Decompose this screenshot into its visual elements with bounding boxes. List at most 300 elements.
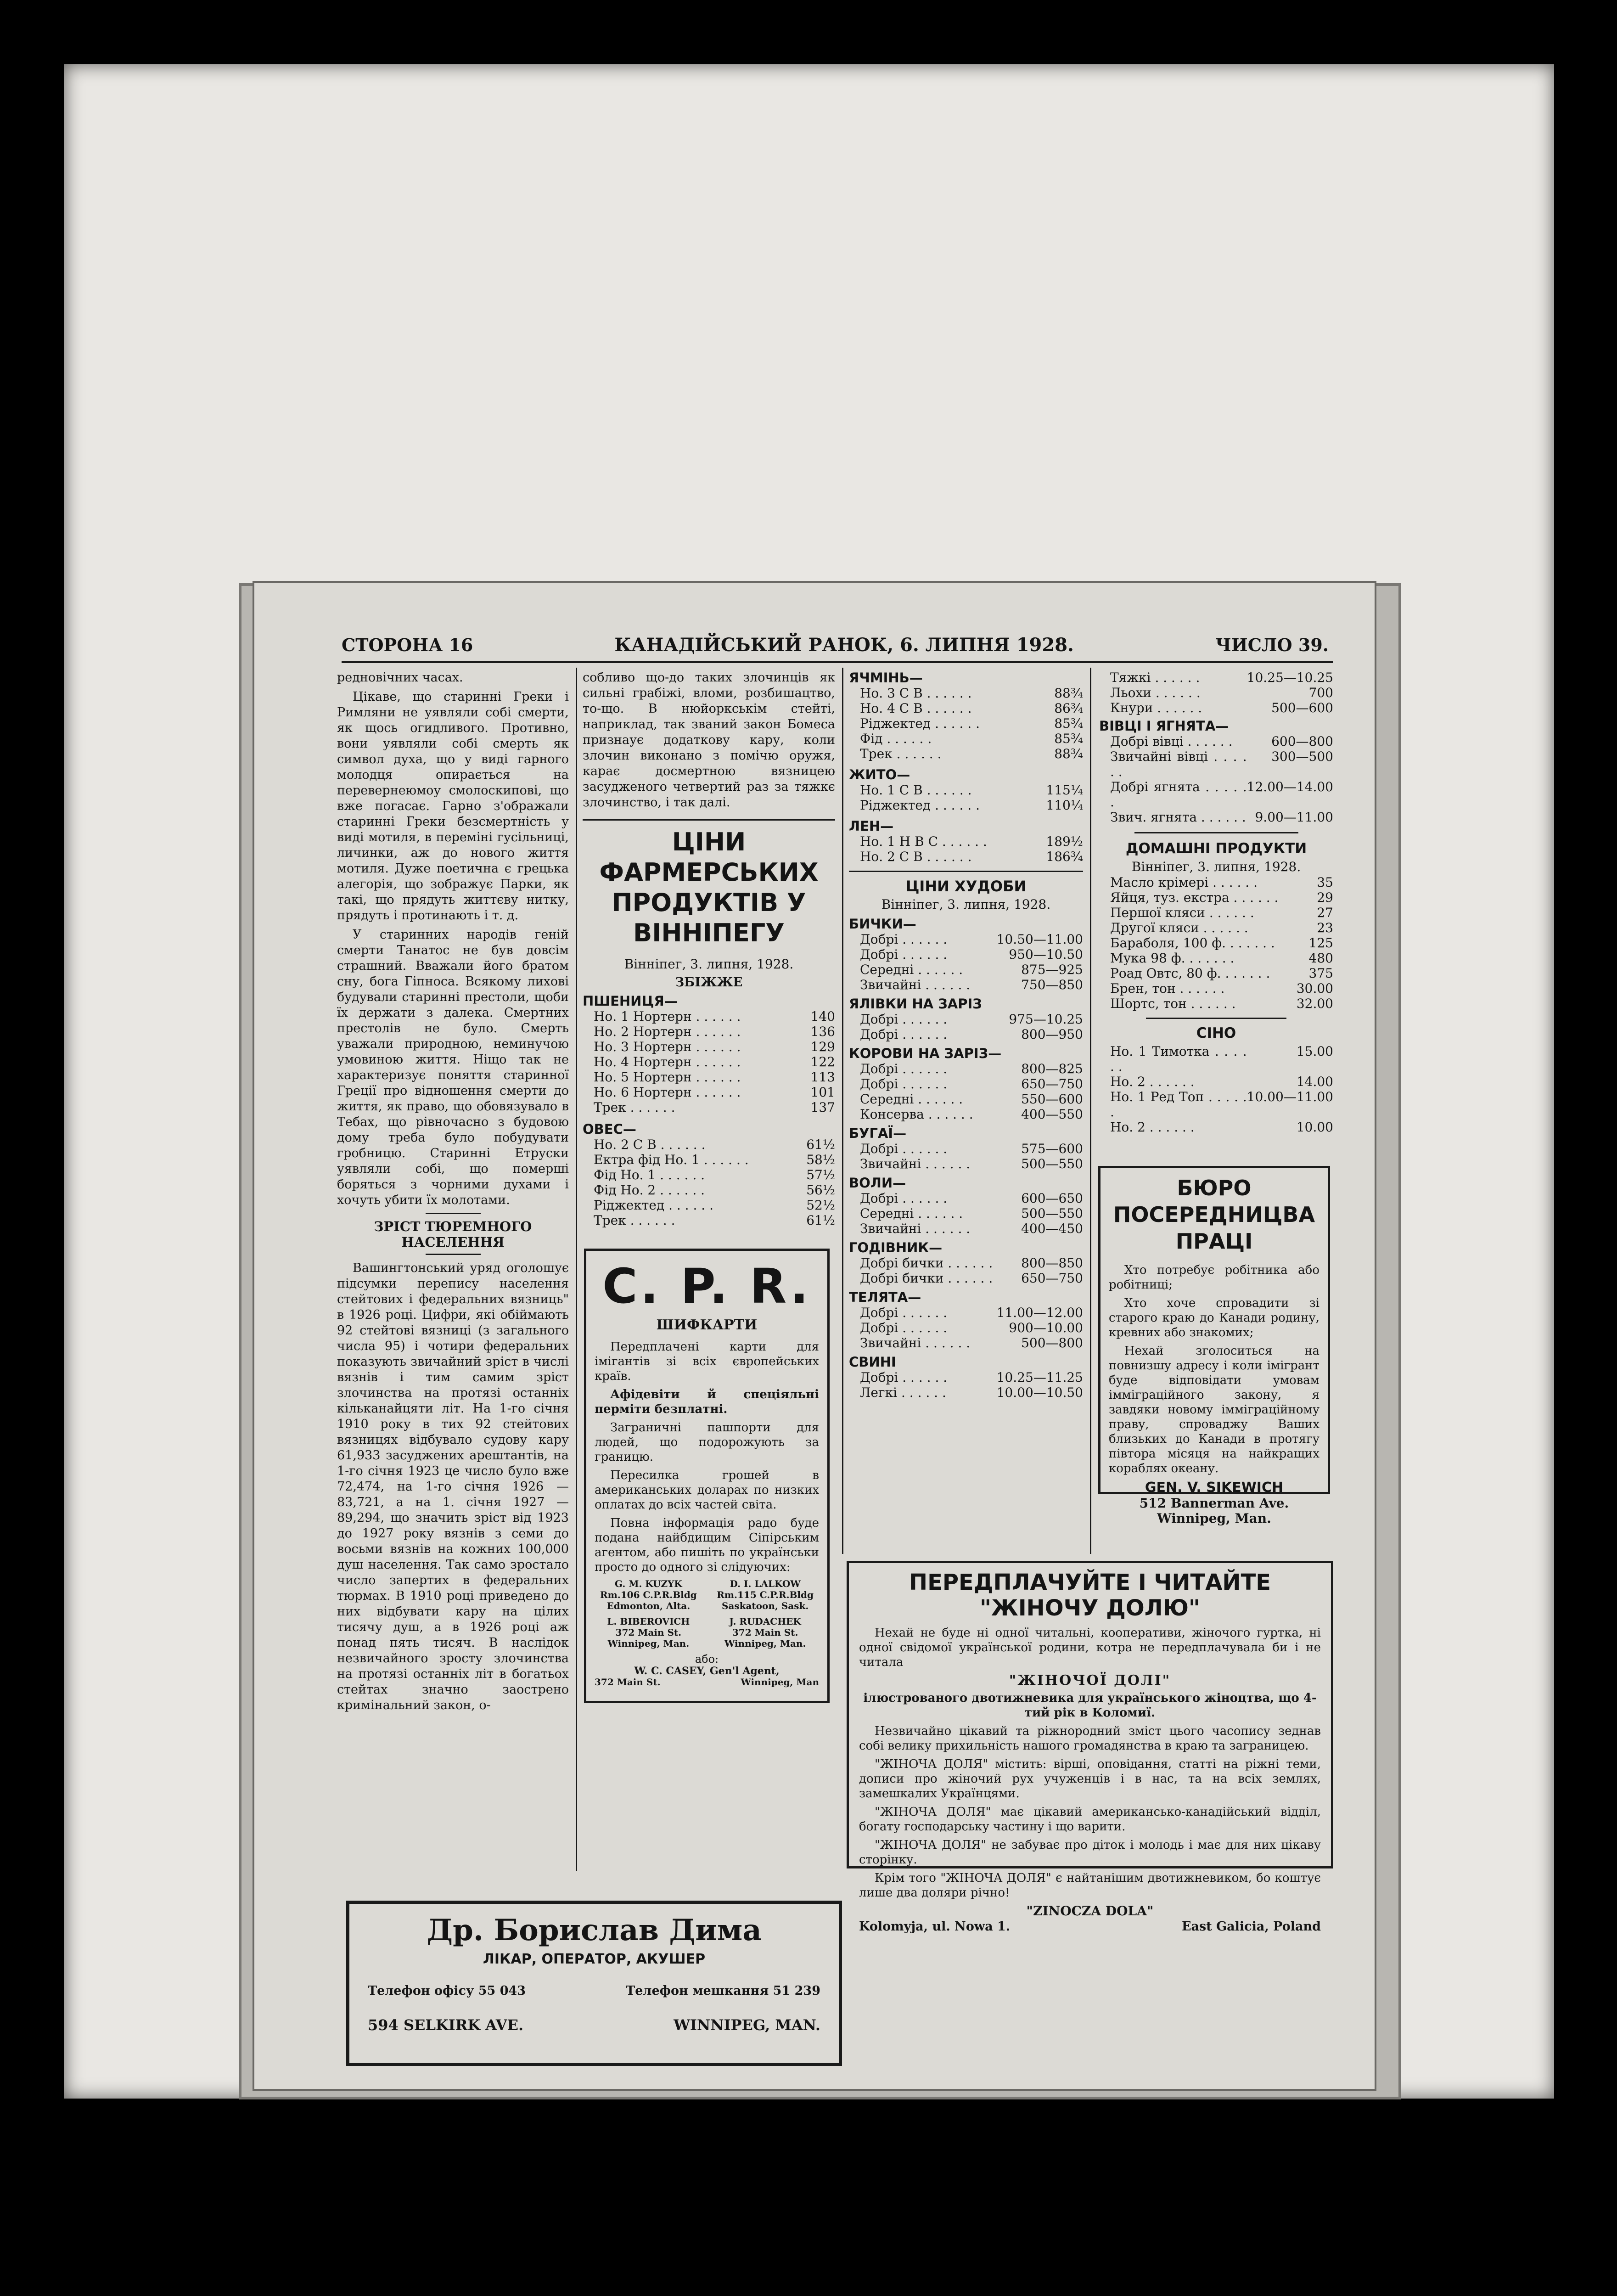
zhinocha-text: "ЖІНОЧА ДОЛЯ" не забуває про діток і молодь і має для них цікаву сторінку. xyxy=(859,1838,1321,1867)
price-value: 650—750 xyxy=(1021,1271,1083,1286)
price-row xyxy=(1099,1089,1333,1120)
divider xyxy=(1134,832,1298,833)
article-text: Вашингтонський уряд оголошує підсумки перепису населення стейтових і федеральних вязниць" в 1926 році. Цифри, які обіймають 92 стейтові вязниці (з загального числа 95) і чотири федеральних показують звичайний зріст в числі вязнів і тим самим зріст злочинства на протязі останніх кільканайцяти літ. На 1-го січня 1910 року в тих 92 стейтових вязницях відбувало судову кару 61,933 засуджених арештантів, на 1-го січня 1923 це число було вже 72,474, на 1-го січня 1926 — 83,721, а на 1. січня 1927 — 89,294, що значить зріст від 1923 до 1927 року вязнів з семи до восьми вязнів на кожних 100,000 душ населення. Так само зростало число запертих в федеральних тюрмах. В 1910 році приведено до них відбувати кару на цілих тисячу душ, а в 1926 році аж понад пять тисяч. В наслідок незвичайного зросту злочинства на протязі останніх літ в богатьох стейтах значно заострено кримінальний закон, о- xyxy=(337,1261,569,1712)
bureau-address: Winnipeg, Man. xyxy=(1157,1511,1271,1526)
cpr-text xyxy=(595,1339,819,1575)
grain-heading: ЗБІЖЖЕ xyxy=(675,975,743,990)
zhinocha-address-right: East Galicia, Poland xyxy=(1181,1919,1321,1934)
price-item: Добрі . . . . . . xyxy=(860,1370,948,1385)
price-row xyxy=(1099,981,1333,996)
price-row xyxy=(583,1054,835,1069)
price-value: 10.50—11.00 xyxy=(996,932,1083,947)
price-value: 56½ xyxy=(806,1182,835,1198)
price-row xyxy=(849,932,1083,947)
price-item: Но. 1 Н В С . . . . . . xyxy=(860,834,987,849)
price-row xyxy=(1099,920,1333,935)
price-item: Яйця, туз. екстра . . . . . . xyxy=(1110,890,1279,905)
hay-title: СІНО xyxy=(1196,1025,1236,1041)
price-value: 800—825 xyxy=(1021,1061,1083,1076)
price-row xyxy=(849,731,1083,746)
agent-name: D. I. LALKOW xyxy=(730,1578,801,1589)
column-rule xyxy=(576,668,577,1871)
agent-address: 372 Main St. xyxy=(595,1677,661,1688)
price-row xyxy=(849,834,1083,849)
price-value: 189½ xyxy=(1046,834,1083,849)
price-value: 113 xyxy=(810,1069,835,1085)
cpr-title: C. P. R. xyxy=(602,1258,811,1314)
price-row xyxy=(849,1076,1083,1092)
price-row xyxy=(1099,951,1333,966)
price-value: 129 xyxy=(810,1039,835,1054)
doctor-street: 594 SELKIRK AVE. xyxy=(368,2016,524,2034)
doctor-role: ЛІКАР, ОПЕРАТОР, АКУШЕР xyxy=(483,1951,706,1967)
divider xyxy=(849,871,1083,872)
price-row xyxy=(1099,1120,1333,1135)
price-item: Но. 1 Тимотка . . . . . . xyxy=(1110,1044,1247,1074)
price-row xyxy=(583,1024,835,1039)
price-row xyxy=(849,1156,1083,1171)
home-title: ДОМАШНІ ПРОДУКТИ xyxy=(1125,840,1307,857)
zhinocha-address-left: Kolomyja, ul. Nowa 1. xyxy=(859,1919,1011,1934)
zhinocha-text xyxy=(859,1626,1321,1919)
price-row xyxy=(849,947,1083,962)
price-item: Другої кляси . . . . . . xyxy=(1110,920,1248,935)
price-value: 9.00—11.00 xyxy=(1255,810,1333,825)
price-item: Трек . . . . . . xyxy=(594,1100,675,1115)
price-item: Тяжкі . . . . . . xyxy=(1110,670,1200,685)
price-item: Ектра фід Но. 1 . . . . . . xyxy=(594,1152,749,1167)
cattle-group-label: ТЕЛЯТА— xyxy=(849,1289,921,1305)
price-row xyxy=(849,1370,1083,1385)
wheat-label: ПШЕНИЦЯ— xyxy=(583,993,678,1009)
column-1 xyxy=(337,670,569,1717)
cattle-group-label: ЯЛІВКИ НА ЗАРІЗ xyxy=(849,996,982,1012)
price-value: 15.00 xyxy=(1296,1044,1333,1059)
agent-name: W. C. CASEY, Gen'l Agent, xyxy=(634,1665,780,1677)
rye-table xyxy=(849,782,1083,813)
agent-address: 372 Main St. Winnipeg, Man. xyxy=(607,1627,690,1649)
price-value: 88¾ xyxy=(1054,746,1083,761)
article-text: У старинних народів геній смерти Танатос не був довсім страшний. Вважали його братом сну, бога Гіпноса. Всякому лихові будували старинні престоли, щоби їх держати з далека. Смертних престолів не було. Смерть уважали природною, неминучою умовиною життя. Ніщо так не характеризує поняття старинної Греції про відношення смерти до життя, як право, що обовязувало в Тебах, що рівночасно з будовою дому треба було побудувати гробницю. Старинні Етруски уявляли собі, що померші боряться з чорними духами і хочуть убити їх молотами. xyxy=(337,928,569,1207)
price-item: Добрі бички . . . . . . xyxy=(860,1255,993,1271)
doctor-city: WINNIPEG, MAN. xyxy=(674,2016,820,2034)
bureau-text: Нехай зголоситься на повнизшу адресу і коли імігрант буде відповідати умовам імміграційного закону, я завдяки новому імміграційному праву, спроваджу Ваших близьких до Канади в протягу півтора місяця на найкращих кораблях океану. xyxy=(1109,1344,1319,1475)
column-rule xyxy=(1090,668,1091,1554)
price-row xyxy=(849,1206,1083,1221)
divider xyxy=(426,1254,481,1255)
price-row xyxy=(849,962,1083,977)
price-value: 29 xyxy=(1317,890,1333,905)
price-item: Добрі . . . . . . xyxy=(860,932,948,947)
divider xyxy=(1146,1018,1286,1019)
price-value: 10.00—11.00 xyxy=(1246,1089,1333,1104)
price-item: Середні . . . . . . xyxy=(860,1092,963,1107)
price-row xyxy=(849,782,1083,798)
price-item: Добрі . . . . . . xyxy=(860,1061,948,1076)
price-row xyxy=(849,1335,1083,1351)
price-value: 500—600 xyxy=(1271,700,1333,715)
price-row xyxy=(583,1085,835,1100)
agent-name: L. BIBEROVICH xyxy=(607,1616,690,1627)
price-value: 57½ xyxy=(806,1167,835,1182)
price-value: 61½ xyxy=(806,1137,835,1152)
price-row xyxy=(1099,810,1333,825)
price-value: 85¾ xyxy=(1054,731,1083,746)
price-row xyxy=(849,1255,1083,1271)
price-row xyxy=(849,1191,1083,1206)
price-value: 500—800 xyxy=(1021,1335,1083,1351)
price-item: Но. 2 Нортерн . . . . . . xyxy=(594,1024,741,1039)
price-value: 115¼ xyxy=(1046,782,1083,798)
flax-label: ЛЕН— xyxy=(849,818,894,834)
price-item: Но. 4 С В . . . . . . xyxy=(860,701,972,716)
price-item: Но. 2 . . . . . . xyxy=(1110,1074,1195,1089)
divider xyxy=(426,1213,481,1214)
price-value: 400—550 xyxy=(1021,1107,1083,1122)
issue-number: ЧИСЛО 39. xyxy=(1215,634,1329,655)
price-item: Фід . . . . . . xyxy=(860,731,932,746)
page-label: СТОРОНА 16 xyxy=(342,634,473,655)
price-row xyxy=(849,1012,1083,1027)
agent-address: Rm.106 C.P.R.Bldg Edmonton, Alta. xyxy=(600,1589,697,1611)
price-row xyxy=(1099,966,1333,981)
price-item: Но. 2 С В . . . . . . xyxy=(860,849,972,864)
bureau-name: GEN. V. SIKEWICH xyxy=(1145,1480,1284,1496)
cpr-agents-row xyxy=(595,1616,819,1649)
price-item: Добрі . . . . . . xyxy=(860,947,948,962)
price-item: Трек . . . . . . xyxy=(860,746,942,761)
column-3 xyxy=(849,670,1083,1400)
oats-label: ОВЕС— xyxy=(583,1121,636,1137)
price-item: Добрі ягнята . . . . . . xyxy=(1110,779,1247,810)
zhinocha-text: Нехай не буде ні одної читальні, кооперативи, жіночого гуртка, ні одної свідомої української родини, котра не передплачувала би і не читала xyxy=(859,1626,1321,1669)
page-header xyxy=(342,631,1329,658)
home-table xyxy=(1099,875,1333,1011)
cattle-group-table xyxy=(849,1305,1083,1351)
price-item: Добрі . . . . . . xyxy=(860,1141,948,1156)
price-item: Но. 3 Нортерн . . . . . . xyxy=(594,1039,741,1054)
cpr-text: Передплачені карти для імігантів зі всіх європейських країв. xyxy=(595,1340,819,1383)
office-phone: Телефон офісу 55 043 xyxy=(368,1984,526,1998)
or-label: або: xyxy=(695,1653,719,1666)
column-2 xyxy=(583,670,835,1228)
price-row xyxy=(1099,1074,1333,1089)
price-item: Звичайні . . . . . . xyxy=(860,977,971,992)
price-value: 10.25—11.25 xyxy=(996,1370,1083,1385)
price-value: 58½ xyxy=(806,1152,835,1167)
wheat-table xyxy=(583,1009,835,1115)
price-item: Кнури . . . . . . xyxy=(1110,700,1202,715)
agent-name: G. M. KUZYK xyxy=(614,1578,682,1589)
price-value: 110¼ xyxy=(1046,798,1083,813)
sheep-table xyxy=(1099,734,1333,825)
price-item: Консерва . . . . . . xyxy=(860,1107,973,1122)
price-value: 10.00 xyxy=(1296,1120,1333,1135)
price-row xyxy=(849,686,1083,701)
price-row xyxy=(849,1305,1083,1320)
price-row xyxy=(1099,905,1333,920)
cpr-advertisement xyxy=(584,1249,830,1703)
cattle-group-label: ВОЛИ— xyxy=(849,1175,906,1191)
header-rule xyxy=(342,661,1333,663)
article-heading: ЗРІСТ ТЮРЕМНОГО НАСЕЛЕННЯ xyxy=(374,1219,532,1250)
price-item: Но. 1 С В . . . . . . xyxy=(860,782,972,798)
zhinocha-text: Незвичайно цікавий та ріжнородний зміст цього часопису зеднав собі велику прихильність нашого громадянства в краю та заграницею. xyxy=(859,1724,1321,1753)
price-row xyxy=(849,1221,1083,1236)
price-item: Мука 98 ф. . . . . . . xyxy=(1110,951,1235,966)
price-item: Фід Но. 1 . . . . . . xyxy=(594,1167,705,1182)
price-item: Но. 6 Нортерн . . . . . . xyxy=(594,1085,741,1100)
price-value: 575—600 xyxy=(1021,1141,1083,1156)
price-value: 136 xyxy=(810,1024,835,1039)
sheep-label: ВІВЦІ І ЯГНЯТА— xyxy=(1099,718,1229,734)
price-value: 12.00—14.00 xyxy=(1246,779,1333,794)
cattle-group-table xyxy=(849,1370,1083,1400)
cattle-group-table xyxy=(849,1141,1083,1171)
oats-table xyxy=(583,1137,835,1228)
price-value: 650—750 xyxy=(1021,1076,1083,1092)
price-row xyxy=(583,1137,835,1152)
price-row xyxy=(583,1182,835,1198)
price-row xyxy=(1099,749,1333,779)
cattle-group-table xyxy=(849,1255,1083,1286)
general-agent-address xyxy=(595,1677,819,1688)
price-item: Добрі вівці . . . . . . xyxy=(1110,734,1233,749)
price-value: 88¾ xyxy=(1054,686,1083,701)
price-item: Ріджектед . . . . . . xyxy=(594,1198,713,1213)
divider xyxy=(583,819,835,821)
bureau-text xyxy=(1109,1263,1319,1476)
article-text: редновічних часах. xyxy=(337,670,463,685)
price-value: 14.00 xyxy=(1296,1074,1333,1089)
price-item: Добрі . . . . . . xyxy=(860,1076,948,1092)
price-value: 480 xyxy=(1308,951,1333,966)
agent-address: Winnipeg, Man xyxy=(741,1677,819,1688)
price-row xyxy=(583,1167,835,1182)
price-row xyxy=(1099,779,1333,810)
price-value: 10.00—10.50 xyxy=(996,1385,1083,1400)
price-row xyxy=(583,1198,835,1213)
price-row xyxy=(583,1039,835,1054)
price-item: Звичайні . . . . . . xyxy=(860,1335,971,1351)
doctor-address xyxy=(368,2016,820,2034)
cattle-groups xyxy=(849,916,1083,1400)
price-item: Шортс, тон . . . . . . xyxy=(1110,996,1236,1011)
price-item: Фід Но. 2 . . . . . . xyxy=(594,1182,705,1198)
cattle-group-label: ГОДІВНИК— xyxy=(849,1240,943,1255)
price-row xyxy=(583,1009,835,1024)
price-item: Трек . . . . . . xyxy=(594,1213,675,1228)
price-value: 10.25—10.25 xyxy=(1246,670,1333,685)
zhinocha-latin-name: "ZINOCZA DOLA" xyxy=(1026,1903,1154,1919)
price-row xyxy=(849,746,1083,761)
doctor-phones xyxy=(368,1986,820,1997)
rye-label: ЖИТО— xyxy=(849,767,910,782)
cpr-text: Афідевіти й спеціяльні перміти безплатні. xyxy=(595,1388,819,1416)
cattle-group-label: СВИНІ xyxy=(849,1354,896,1370)
price-item: Звичайні . . . . . . xyxy=(860,1221,971,1236)
price-value: 125 xyxy=(1308,935,1333,951)
doctor-name: Др. Борислав Дима xyxy=(427,1913,762,1947)
cpr-text: Заграничні пашпорти для людей, що подорожують за границю. xyxy=(595,1421,819,1464)
price-item: Роад Овтс, 80 ф. . . . . . . xyxy=(1110,966,1270,981)
agent-address: Rm.115 C.P.R.Bldg Saskatoon, Sask. xyxy=(717,1589,814,1611)
price-item: Добрі . . . . . . xyxy=(860,1027,948,1042)
cattle-group-label: БУГАЇ— xyxy=(849,1125,907,1141)
zhinocha-dolia-ad xyxy=(847,1561,1333,1934)
cattle-group-table xyxy=(849,1012,1083,1042)
cattle-group-label: БИЧКИ— xyxy=(849,916,916,932)
cattle-group-table xyxy=(849,1061,1083,1122)
price-value: 32.00 xyxy=(1296,996,1333,1011)
zhinocha-text: ілюстрованого двотижневика для українського жіноцтва, що 4-тий рік в Коломиї. xyxy=(863,1691,1317,1720)
price-row xyxy=(849,1107,1083,1122)
price-row xyxy=(583,1100,835,1115)
cattle-group-label: КОРОВИ НА ЗАРІЗ— xyxy=(849,1046,1002,1061)
price-value: 186¾ xyxy=(1046,849,1083,864)
price-item: Но. 1 Нортерн . . . . . . xyxy=(594,1009,741,1024)
price-value: 375 xyxy=(1308,966,1333,981)
paper-date: КАНАДІЙСЬКИЙ РАНОК, 6. ЛИПНЯ 1928. xyxy=(614,634,1074,656)
general-agent xyxy=(595,1666,819,1677)
price-item: Ріджектед . . . . . . xyxy=(860,798,980,813)
price-value: 86¾ xyxy=(1054,701,1083,716)
price-row xyxy=(583,1069,835,1085)
price-item: Но. 5 Нортерн . . . . . . xyxy=(594,1069,741,1085)
price-value: 52½ xyxy=(806,1198,835,1213)
prices-date: Вінніпег, 3. липня, 1928. xyxy=(624,957,794,972)
price-value: 900—10.00 xyxy=(1009,1320,1083,1335)
price-value: 550—600 xyxy=(1021,1092,1083,1107)
bureau-text: Хто хоче спровадити зі старого краю до Канади родину, кревних або знакомих; xyxy=(1109,1296,1319,1339)
price-row xyxy=(1099,734,1333,749)
price-item: Брен, тон . . . . . . xyxy=(1110,981,1225,996)
zhinocha-address xyxy=(859,1921,1321,1932)
price-row xyxy=(849,1320,1083,1335)
price-row xyxy=(849,1027,1083,1042)
price-value: 750—850 xyxy=(1021,977,1083,992)
price-row xyxy=(1099,670,1333,685)
zhinocha-text: "ЖІНОЧА ДОЛЯ" має цікавий американсько-канадійський відділ, богату господарську частину і що варити. xyxy=(859,1805,1321,1834)
price-item: Середні . . . . . . xyxy=(860,1206,963,1221)
price-value: 27 xyxy=(1317,905,1333,920)
hay-table xyxy=(1099,1044,1333,1135)
price-row xyxy=(849,1385,1083,1400)
price-value: 950—10.50 xyxy=(1009,947,1083,962)
price-row xyxy=(1099,1044,1333,1074)
labor-bureau-ad xyxy=(1098,1166,1330,1526)
hogs-table xyxy=(1099,670,1333,715)
price-value: 85¾ xyxy=(1054,716,1083,731)
price-item: Но. 2 . . . . . . xyxy=(1110,1120,1195,1135)
price-row xyxy=(583,1213,835,1228)
zhinocha-title: ПЕРЕДПЛАЧУЙТЕ І ЧИТАЙТЕ "ЖІНОЧУ ДОЛЮ" xyxy=(909,1570,1271,1621)
zhinocha-name: "ЖІНОЧОЇ ДОЛІ" xyxy=(1009,1672,1171,1688)
price-item: Звич. ягнята . . . . . . xyxy=(1110,810,1246,825)
article-text: собливо що-до таких злочинців як сильні грабіжі, вломи, розбишацтво, то-що. В нюйоркськім стейті, наприклад, так званий закон Бомеса признаує додаткову кару, коли злочин виконано з помічю оружя, карає досмертною вязницею засудженого четвертий раз за тяжкє злочинство, і так далі. xyxy=(583,670,835,810)
home-phone: Телефон мешкання 51 239 xyxy=(626,1984,820,1998)
cattle-title: ЦІНИ ХУДОБИ xyxy=(905,878,1027,895)
price-item: Бараболя, 100 ф. . . . . . . xyxy=(1110,935,1275,951)
price-value: 140 xyxy=(810,1009,835,1024)
article-text: Цікаве, що старинні Греки і Римляни не уявляли собі смерти, як щось огидливого. Противно, вони уявляли собі смерть як символ духа, що у виді гарного молодця опирається на перевернеюмоу смолоскипові, що вже погасає. Гарно з'ображали старинні Греки безсмертність у виді мотиля, в переміні гусільниці, личинки, аж до нового життя мотиля. Дуже поетична є грецька алегорія, що зображує Парки, як такі, що прядуть життєву нитку, прядуть і протинають і т. д. xyxy=(337,690,569,923)
price-value: 101 xyxy=(810,1085,835,1100)
flax-table xyxy=(849,834,1083,864)
price-row xyxy=(1099,875,1333,890)
price-value: 975—10.25 xyxy=(1009,1012,1083,1027)
price-row xyxy=(849,1271,1083,1286)
price-item: Добрі . . . . . . xyxy=(860,1305,948,1320)
price-value: 500—550 xyxy=(1021,1156,1083,1171)
price-row xyxy=(583,1152,835,1167)
cattle-group-table xyxy=(849,1191,1083,1236)
price-item: Добрі . . . . . . xyxy=(860,1320,948,1335)
price-item: Звичайні . . . . . . xyxy=(860,1156,971,1171)
cpr-agents-row xyxy=(595,1578,819,1611)
price-value: 700 xyxy=(1308,685,1333,700)
price-item: Масло крімері . . . . . . xyxy=(1110,875,1258,890)
price-item: Но. 2 С В . . . . . . xyxy=(594,1137,706,1152)
price-item: Добрі бички . . . . . . xyxy=(860,1271,993,1286)
price-item: Ріджектед . . . . . . xyxy=(860,716,980,731)
price-row xyxy=(849,977,1083,992)
price-row xyxy=(849,1061,1083,1076)
cattle-group-table xyxy=(849,932,1083,992)
price-value: 35 xyxy=(1317,875,1333,890)
doctor-ad xyxy=(346,1901,842,2066)
price-value: 23 xyxy=(1317,920,1333,935)
prices-title: ЦІНИ ФАРМЕРСЬКИХ ПРОДУКТІВ У ВІННІПЕГУ xyxy=(599,827,819,947)
agent-address: 372 Main St. Winnipeg, Man. xyxy=(724,1627,806,1649)
barley-table xyxy=(849,686,1083,761)
price-item: Но. 4 Нортерн . . . . . . xyxy=(594,1054,741,1069)
price-item: Середні . . . . . . xyxy=(860,962,963,977)
bureau-title: БЮРО ПОСЕРЕДНИЦВА ПРАЦІ xyxy=(1113,1176,1315,1254)
price-value: 600—650 xyxy=(1021,1191,1083,1206)
price-row xyxy=(849,849,1083,864)
price-item: Но. 3 С В . . . . . . xyxy=(860,686,972,701)
price-value: 61½ xyxy=(806,1213,835,1228)
price-row xyxy=(1099,685,1333,700)
price-value: 875—925 xyxy=(1021,962,1083,977)
cattle-date: Вінніпег, 3. липня, 1928. xyxy=(881,897,1051,912)
price-value: 137 xyxy=(810,1100,835,1115)
price-row xyxy=(1099,996,1333,1011)
price-row xyxy=(849,1141,1083,1156)
price-row xyxy=(1099,700,1333,715)
column-4 xyxy=(1099,670,1333,1135)
price-item: Но. 1 Ред Топ . . . . . . xyxy=(1110,1089,1247,1120)
zhinocha-text: "ЖІНОЧА ДОЛЯ" містить: вірші, оповідання, статті на ріжні теми, дописи про жіночий рух учуженців і в нас, та на всіх землях, замешкалих Українцями. xyxy=(859,1757,1321,1801)
price-row xyxy=(849,701,1083,716)
price-item: Легкі . . . . . . xyxy=(860,1385,946,1400)
price-value: 122 xyxy=(810,1054,835,1069)
price-row xyxy=(849,798,1083,813)
price-value: 800—850 xyxy=(1021,1255,1083,1271)
price-value: 600—800 xyxy=(1271,734,1333,749)
agent-name: J. RUDACHEK xyxy=(729,1616,801,1627)
price-item: Льохи . . . . . . xyxy=(1110,685,1201,700)
cpr-subtitle: ШИФКАРТИ xyxy=(656,1317,758,1333)
price-value: 30.00 xyxy=(1296,981,1333,996)
zhinocha-text: Крім того "ЖІНОЧА ДОЛЯ" є найтанішим двотижневиком, бо коштує лише два доляри річно! xyxy=(859,1871,1321,1900)
price-value: 500—550 xyxy=(1021,1206,1083,1221)
price-value: 11.00—12.00 xyxy=(996,1305,1083,1320)
price-row xyxy=(1099,935,1333,951)
price-item: Першої кляси . . . . . . xyxy=(1110,905,1254,920)
price-row xyxy=(1099,890,1333,905)
price-value: 400—450 xyxy=(1021,1221,1083,1236)
